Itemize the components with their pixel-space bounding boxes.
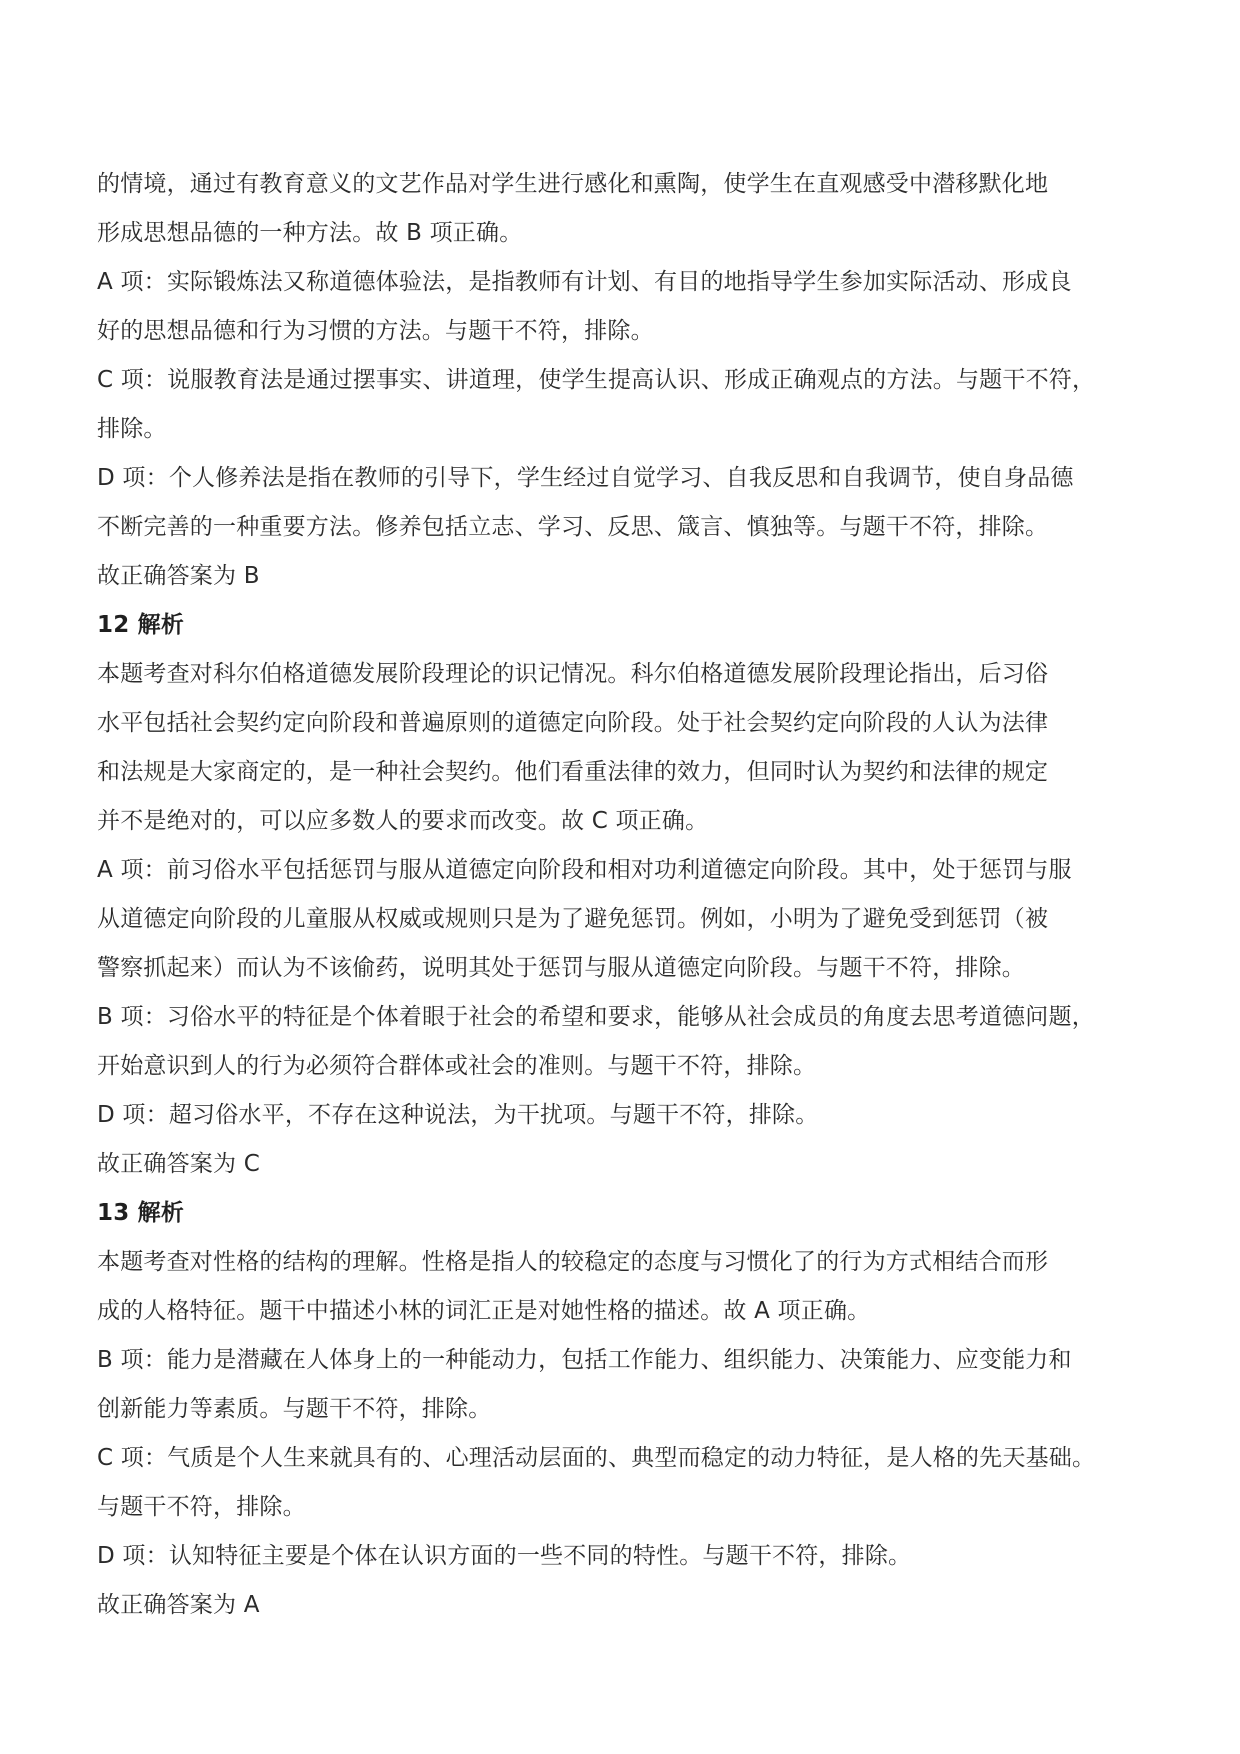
- text-line: 故正确答案为 C: [97, 1151, 260, 1177]
- text-line: 并不是绝对的，可以应多数人的要求而改变。故 C 项正确。: [97, 808, 709, 834]
- section-heading: 12 解析: [97, 612, 185, 638]
- text-line: C 项：气质是个人生来就具有的、心理活动层面的、典型而稳定的动力特征，是人格的先天基础。: [97, 1445, 1096, 1471]
- text-line: 与题干不符，排除。: [97, 1494, 306, 1520]
- text-line: B 项：习俗水平的特征是个体着眼于社会的希望和要求，能够从社会成员的角度去思考道德问题，: [97, 1004, 1095, 1030]
- text-line: D 项：超习俗水平，不存在这种说法，为干扰项。与题干不符，排除。: [97, 1102, 819, 1128]
- text-line: 本题考查对性格的结构的理解。性格是指人的较稳定的态度与习惯化了的行为方式相结合而形: [97, 1249, 1049, 1275]
- text-line: 故正确答案为 A: [97, 1592, 260, 1618]
- text-line: 警察抓起来）而认为不该偷药，说明其处于惩罚与服从道德定向阶段。与题干不符，排除。: [97, 955, 1025, 981]
- text-line: 好的思想品德和行为习惯的方法。与题干不符，排除。: [97, 318, 654, 344]
- text-line: 形成思想品德的一种方法。故 B 项正确。: [97, 220, 523, 246]
- text-line: 开始意识到人的行为必须符合群体或社会的准则。与题干不符，排除。: [97, 1053, 817, 1079]
- text-line: 排除。: [97, 416, 167, 442]
- text-line: 不断完善的一种重要方法。修养包括立志、学习、反思、箴言、慎独等。与题干不符，排除。: [97, 514, 1049, 540]
- text-line: C 项：说服教育法是通过摆事实、讲道理，使学生提高认识、形成正确观点的方法。与题干不符，: [97, 367, 1096, 393]
- section-heading: 13 解析: [97, 1200, 185, 1226]
- text-line: D 项：认知特征主要是个体在认识方面的一些不同的特性。与题干不符，排除。: [97, 1543, 912, 1569]
- text-line: B 项：能力是潜藏在人体身上的一种能动力，包括工作能力、组织能力、决策能力、应变能力和: [97, 1347, 1072, 1373]
- text-line: 和法规是大家商定的，是一种社会契约。他们看重法律的效力，但同时认为契约和法律的规定: [97, 759, 1049, 785]
- text-line: 从道德定向阶段的儿童服从权威或规则只是为了避免惩罚。例如，小明为了避免受到惩罚（被: [97, 906, 1049, 932]
- text-line: 水平包括社会契约定向阶段和普遍原则的道德定向阶段。处于社会契约定向阶段的人认为法律: [97, 710, 1049, 736]
- text-line: A 项：前习俗水平包括惩罚与服从道德定向阶段和相对功利道德定向阶段。其中，处于惩罚与服: [97, 857, 1072, 883]
- text-line: 成的人格特征。题干中描述小林的词汇正是对她性格的描述。故 A 项正确。: [97, 1298, 871, 1324]
- text-line: A 项：实际锻炼法又称道德体验法，是指教师有计划、有目的地指导学生参加实际活动、形成良: [97, 269, 1072, 295]
- text-line: D 项：个人修养法是指在教师的引导下，学生经过自觉学习、自我反思和自我调节，使自身品德: [97, 465, 1074, 491]
- text-line: 的情境，通过有教育意义的文艺作品对学生进行感化和熏陶，使学生在直观感受中潜移默化地: [97, 171, 1049, 197]
- document-body: [97, 160, 1177, 1630]
- text-line: 创新能力等素质。与题干不符，排除。: [97, 1396, 492, 1422]
- text-line: 本题考查对科尔伯格道德发展阶段理论的识记情况。科尔伯格道德发展阶段理论指出，后习俗: [97, 661, 1049, 687]
- text-line: 故正确答案为 B: [97, 563, 260, 589]
